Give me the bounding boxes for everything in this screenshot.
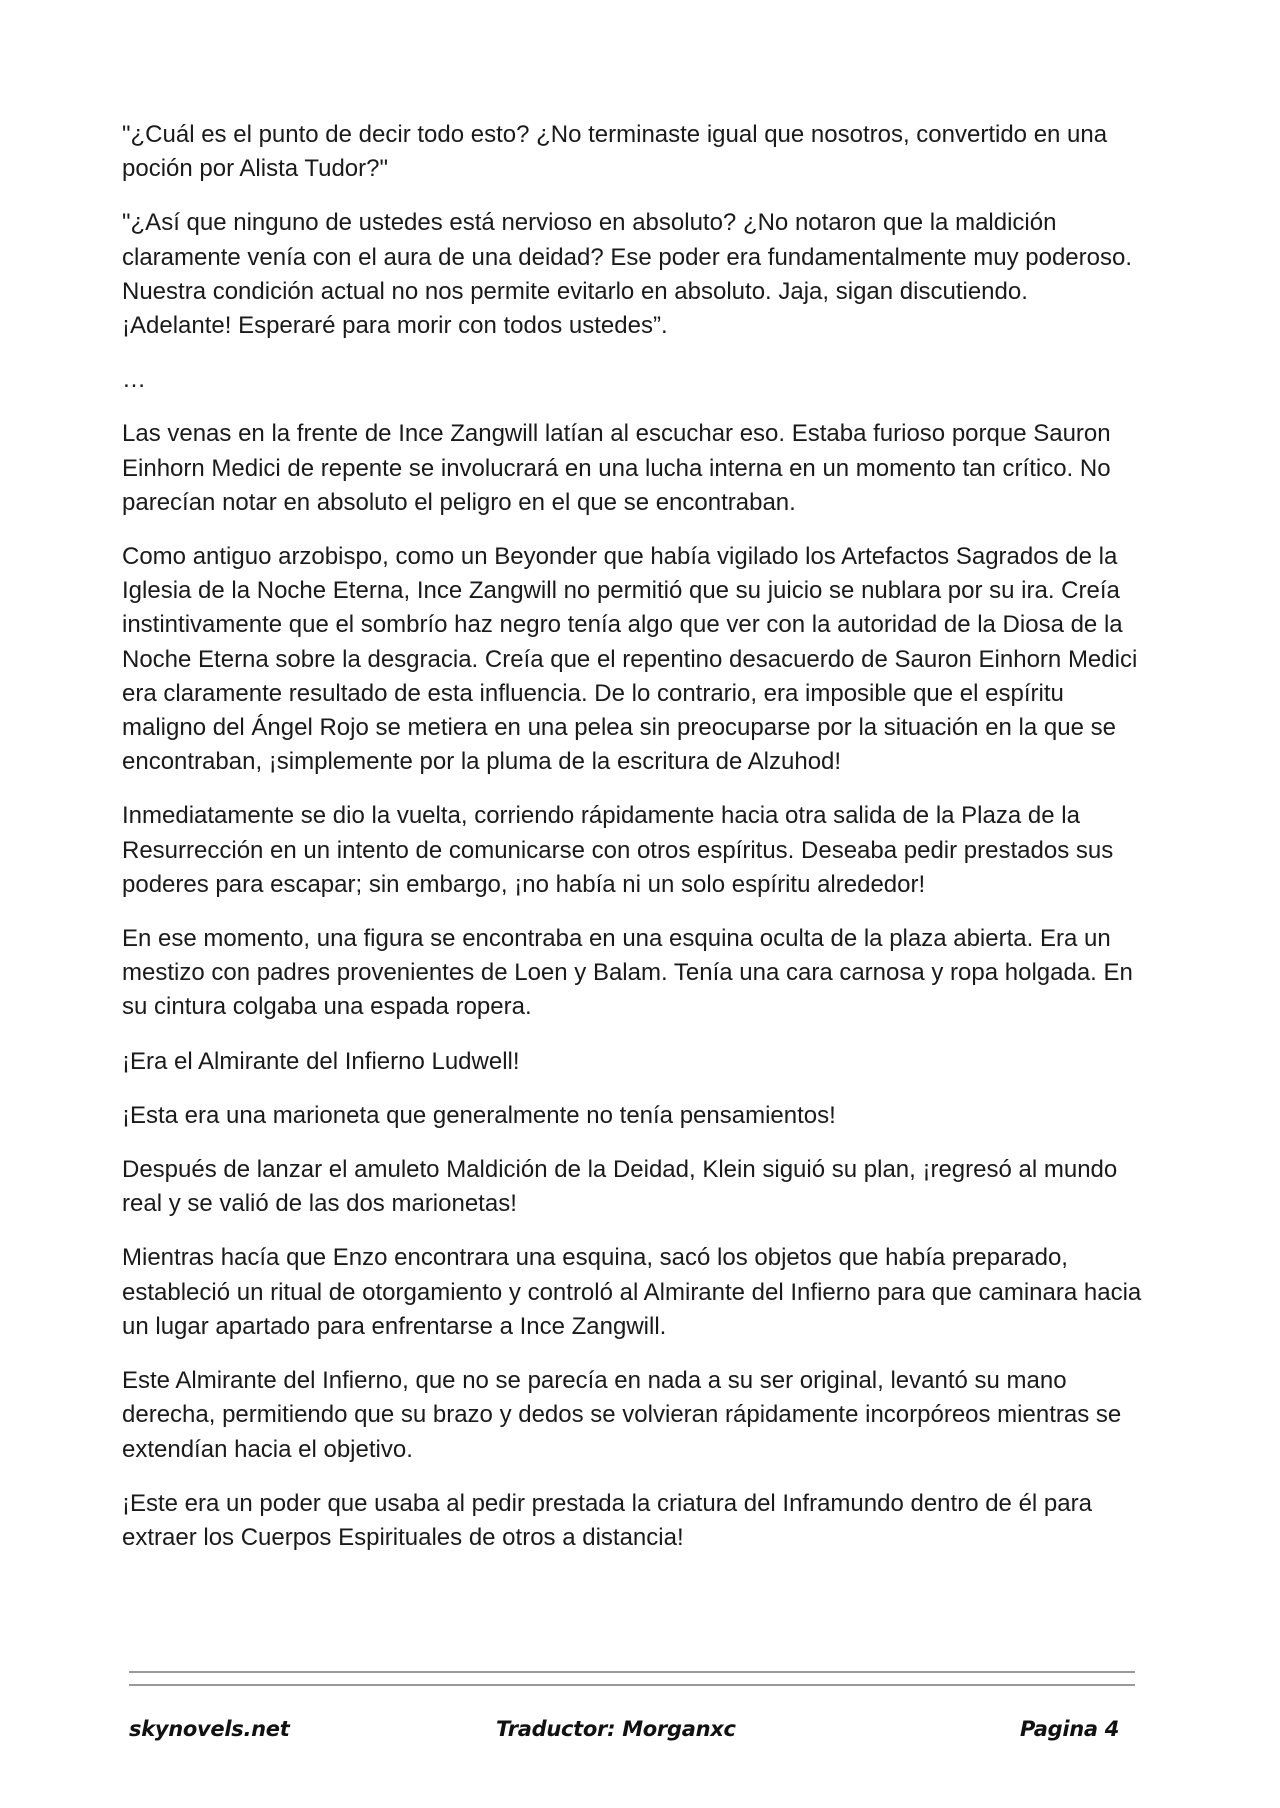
chapter-text <box>122 118 1142 1575</box>
footer-page-number: Pagina 4 <box>1020 1717 1120 1741</box>
paragraph-10: Después de lanzar el amuleto Maldición de la Deidad, Klein siguió su plan, ¡regresó al mundo real y se valió de las dos marionetas! <box>122 1156 1118 1218</box>
paragraph-8: ¡Era el Almirante del Infierno Ludwell! <box>122 1047 520 1075</box>
paragraph-11: Mientras hacía que Enzo encontrara una esquina, sacó los objetos que había preparado, estableció un ritual de otorgamiento y controló al Almirante del Infierno para que caminara hacia un lugar apartado para enfrentarse a Ince Zangwill. <box>122 1244 1142 1340</box>
paragraph-7: En ese momento, una figura se encontraba en una esquina oculta de la plaza abierta. Era un mestizo con padres provenientes de Loen y Balam. Tenía una cara carnosa y ropa holgada. En su cintura colgaba una espada ropera. <box>122 925 1133 1021</box>
paragraph-2: "¿Así que ninguno de ustedes está nervioso en absoluto? ¿No notaron que la maldición claramente venía con el aura de una deidad? Ese poder era fundamentalmente muy poderoso. Nuestra condición actual no nos permite evitarlo en absoluto. Jaja, sigan discutiendo. ¡Adelante! Esperaré para morir con todos ustedes”. <box>122 209 1132 340</box>
paragraph-ellipsis: … <box>122 366 146 394</box>
footer-divider-top <box>129 1671 1135 1673</box>
paragraph-4: Las venas en la frente de Ince Zangwill latían al escuchar eso. Estaba furioso porque Sauron Einhorn Medici de repente se involucrará en una lucha interna en un momento tan crítico. No parecían notar en absoluto el peligro en el que se encontraban. <box>122 420 1111 516</box>
paragraph-6: Inmediatamente se dio la vuelta, corriendo rápidamente hacia otra salida de la Plaza de la Resurrección en un intento de comunicarse con otros espíritus. Deseaba pedir prestados sus poderes para escapar; sin embargo, ¡no había ni un solo espíritu alrededor! <box>122 802 1114 898</box>
footer-divider-bottom <box>129 1684 1135 1686</box>
paragraph-13: ¡Este era un poder que usaba al pedir prestada la criatura del Inframundo dentro de él para extraer los Cuerpos Espirituales de otros a distancia! <box>122 1489 1092 1551</box>
paragraph-12: Este Almirante del Infierno, que no se parecía en nada a su ser original, levantó su mano derecha, permitiendo que su brazo y dedos se volvieran rápidamente incorpóreos mientras se extendían hacia el objetivo. <box>122 1367 1122 1463</box>
paragraph-9: ¡Esta era una marioneta que generalmente no tenía pensamientos! <box>122 1101 836 1129</box>
footer-site: skynovels.net <box>129 1717 290 1741</box>
footer-translator: Traductor: Morganxc <box>496 1717 736 1741</box>
paragraph-1: "¿Cuál es el punto de decir todo esto? ¿No terminaste igual que nosotros, convertido en una poción por Alista Tudor?" <box>122 121 1108 183</box>
paragraph-5: Como antiguo arzobispo, como un Beyonder que había vigilado los Artefactos Sagrados de la Iglesia de la Noche Eterna, Ince Zangwill no permitió que su juicio se nublara por su ira. Creía instintivamente que el sombrío haz negro tenía algo que ver con la autoridad de la Diosa de la Noche Eterna sobre la desgracia. Creía que el repentino desacuerdo de Sauron Einhorn Medici era claramente resultado de esta influencia. De lo contrario, era imposible que el espíritu maligno del Ángel Rojo se metiera en una pelea sin preocuparse por la situación en la que se encontraban, ¡simplemente por la pluma de la escritura de Alzuhod! <box>122 543 1138 776</box>
